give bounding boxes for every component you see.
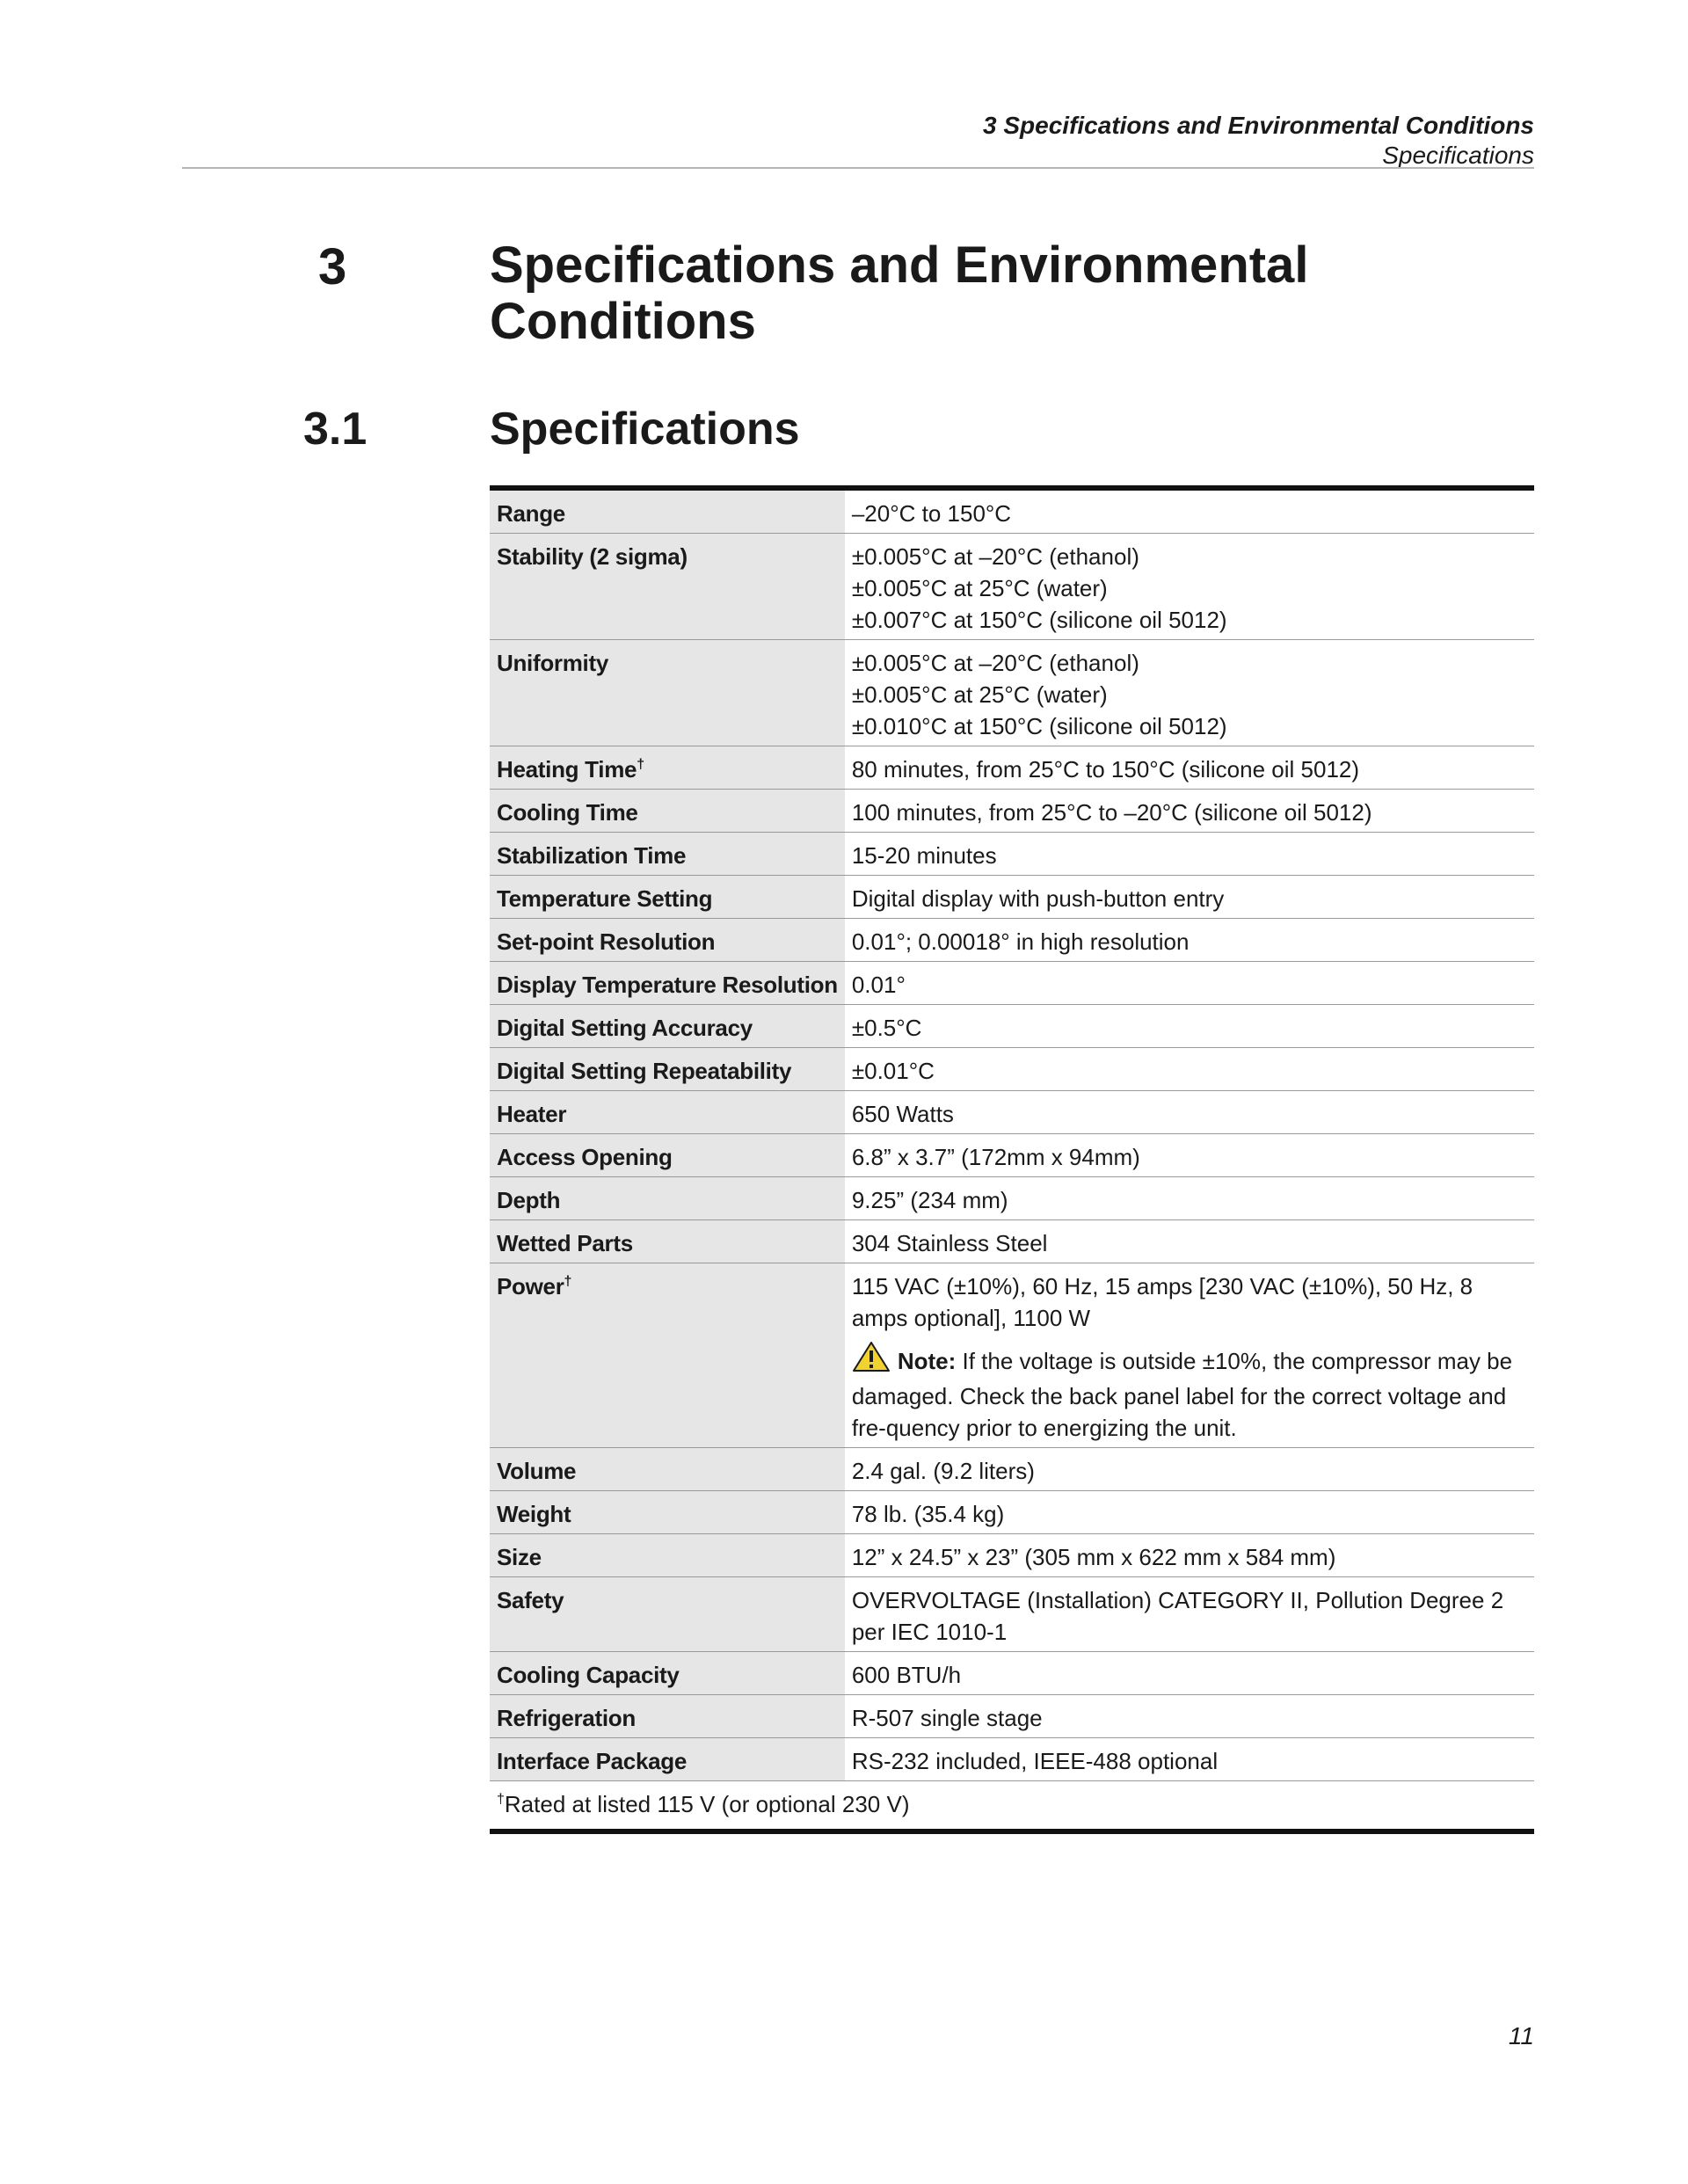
spec-value: 15-20 minutes (851, 842, 997, 869)
spec-label: Digital Setting Repeatability (497, 1058, 792, 1084)
spec-value-cell (845, 1491, 1534, 1534)
spec-value: 6.8” x 3.7” (172mm x 94mm) (851, 1144, 1140, 1170)
spec-label-cell (490, 1220, 845, 1263)
spec-row (490, 534, 1534, 640)
spec-label: Set-point Resolution (497, 928, 716, 955)
spec-value-cell (845, 876, 1534, 919)
spec-value-cell (845, 833, 1534, 876)
spec-label-cell (490, 1048, 845, 1091)
spec-row (490, 1491, 1534, 1534)
spec-label: Cooling Time (497, 799, 638, 826)
spec-value: 650 Watts (851, 1101, 954, 1127)
spec-label: Access Opening (497, 1144, 673, 1170)
spec-label-cell (490, 746, 845, 790)
spec-value-cell (845, 640, 1534, 746)
spec-value-cell (845, 1652, 1534, 1695)
spec-value-cell (845, 1577, 1534, 1652)
spec-value: 304 Stainless Steel (851, 1230, 1048, 1256)
spec-label: Stability (2 sigma) (497, 543, 688, 570)
footnote-dagger: † (497, 1792, 505, 1807)
spec-label: Safety (497, 1587, 564, 1613)
spec-value-cell (845, 919, 1534, 962)
specifications-table-body (490, 488, 1534, 1781)
spec-row (490, 1738, 1534, 1781)
spec-row (490, 1048, 1534, 1091)
page-number: 11 (1508, 2022, 1534, 2049)
running-head-section: Specifications (1382, 142, 1534, 169)
dagger-mark: † (637, 757, 644, 772)
spec-label: Depth (497, 1187, 561, 1213)
spec-value-cell (845, 1177, 1534, 1220)
spec-label-cell (490, 1005, 845, 1048)
spec-value: 2.4 gal. (9.2 liters) (851, 1458, 1035, 1484)
spec-row (490, 919, 1534, 962)
spec-label-cell (490, 1263, 845, 1448)
spec-value-cell (845, 534, 1534, 640)
spec-value: 600 BTU/h (851, 1662, 962, 1688)
spec-row (490, 1220, 1534, 1263)
spec-value: 0.01°; 0.00018° in high resolution (851, 928, 1190, 955)
spec-row (490, 640, 1534, 746)
spec-value: 9.25” (234 mm) (851, 1187, 1008, 1213)
spec-value: R-507 single stage (851, 1705, 1043, 1731)
footnote (490, 1781, 1534, 1832)
spec-row (490, 833, 1534, 876)
spec-label: Stabilization Time (497, 842, 687, 869)
spec-label: Heater (497, 1101, 567, 1127)
dagger-mark: † (564, 1274, 572, 1289)
spec-label: Range (497, 500, 565, 527)
spec-value: ±0.007°C at 150°C (silicone oil 5012) (851, 607, 1227, 633)
spec-value-cell (845, 962, 1534, 1005)
spec-row (490, 1695, 1534, 1738)
spec-value: 115 VAC (±10%), 60 Hz, 15 amps [230 VAC (±10%), 50 Hz, 8 amps optional], 1100 W (851, 1273, 1473, 1331)
spec-row (490, 1091, 1534, 1134)
spec-row (490, 746, 1534, 790)
spec-row (490, 876, 1534, 919)
spec-label-cell (490, 640, 845, 746)
spec-label-cell (490, 1134, 845, 1177)
chapter-title: Specifications and Environmental Conditions (490, 237, 1309, 350)
spec-label-cell (490, 919, 845, 962)
spec-label: Size (497, 1544, 542, 1570)
spec-label-cell (490, 1448, 845, 1491)
spec-value: ±0.005°C at 25°C (water) (851, 681, 1108, 708)
spec-label: Volume (497, 1458, 577, 1484)
spec-value: OVERVOLTAGE (Installation) CATEGORY II, Pollution Degree 2 per IEC 1010-1 (851, 1587, 1504, 1645)
header-rule (182, 167, 1534, 169)
voltage-note (852, 1341, 1527, 1444)
spec-row (490, 1577, 1534, 1652)
spec-value: ±0.005°C at 25°C (water) (851, 575, 1108, 601)
spec-row (490, 1263, 1534, 1448)
spec-value-cell (845, 1534, 1534, 1577)
spec-label-cell (490, 1491, 845, 1534)
spec-value: –20°C to 150°C (851, 500, 1012, 527)
section-number: 3.1 (303, 404, 367, 455)
spec-value: ±0.005°C at –20°C (ethanol) (851, 650, 1139, 676)
spec-value: Digital display with push-button entry (851, 885, 1225, 912)
spec-label-cell (490, 790, 845, 833)
section-title: Specifications (490, 404, 800, 455)
spec-label-cell (490, 1577, 845, 1652)
spec-label: Temperature Setting (497, 885, 713, 912)
spec-row (490, 1448, 1534, 1491)
spec-value-cell (845, 746, 1534, 790)
spec-label-cell (490, 1091, 845, 1134)
spec-label-cell (490, 833, 845, 876)
spec-value-cell (845, 1091, 1534, 1134)
spec-row (490, 1177, 1534, 1220)
spec-label-cell (490, 1652, 845, 1695)
spec-label-cell (490, 488, 845, 534)
warning-triangle-icon (852, 1341, 891, 1380)
spec-label: Weight (497, 1501, 571, 1527)
spec-value: RS-232 included, IEEE-488 optional (851, 1748, 1219, 1774)
spec-row (490, 790, 1534, 833)
running-head (983, 111, 1534, 171)
spec-label-cell (490, 1534, 845, 1577)
footnote-text: Rated at listed 115 V (or optional 230 V) (504, 1791, 910, 1817)
spec-value: 100 minutes, from 25°C to –20°C (silicone oil 5012) (851, 799, 1372, 826)
spec-value: ±0.5°C (851, 1015, 922, 1041)
spec-label: Heating Time (497, 756, 637, 783)
spec-value: 78 lb. (35.4 kg) (851, 1501, 1005, 1527)
running-head-chapter: 3 Specifications and Environmental Conditions (983, 112, 1534, 139)
spec-row (490, 488, 1534, 534)
spec-label-cell (490, 1177, 845, 1220)
spec-row (490, 962, 1534, 1005)
spec-value-cell (845, 1448, 1534, 1491)
spec-value: ±0.01°C (851, 1058, 935, 1084)
note-label: Note: (897, 1348, 957, 1374)
footnote-row (490, 1781, 1534, 1832)
spec-value-cell (845, 1220, 1534, 1263)
spec-label: Cooling Capacity (497, 1662, 680, 1688)
spec-label: Wetted Parts (497, 1230, 633, 1256)
spec-label-cell (490, 1695, 845, 1738)
spec-row (490, 1005, 1534, 1048)
spec-value-cell (845, 1263, 1534, 1448)
spec-value: 12” x 24.5” x 23” (305 mm x 622 mm x 584 mm) (851, 1544, 1336, 1570)
spec-label: Uniformity (497, 650, 609, 676)
spec-value-cell (845, 1134, 1534, 1177)
spec-value: ±0.005°C at –20°C (ethanol) (851, 543, 1139, 570)
spec-value-cell (845, 1005, 1534, 1048)
spec-label: Digital Setting Accuracy (497, 1015, 753, 1041)
spec-value-cell (845, 1738, 1534, 1781)
spec-label: Refrigeration (497, 1705, 636, 1731)
specifications-table (490, 485, 1534, 1834)
spec-value: 0.01° (851, 972, 906, 998)
spec-label: Interface Package (497, 1748, 688, 1774)
spec-row (490, 1134, 1534, 1177)
spec-value-cell (845, 790, 1534, 833)
spec-value: 80 minutes, from 25°C to 150°C (silicone oil 5012) (851, 756, 1360, 783)
spec-label-cell (490, 876, 845, 919)
spec-row (490, 1534, 1534, 1577)
spec-value-cell (845, 1695, 1534, 1738)
spec-row (490, 1652, 1534, 1695)
spec-label: Power (497, 1273, 564, 1299)
chapter-number: 3 (318, 238, 347, 295)
spec-value-cell (845, 1048, 1534, 1091)
spec-value: ±0.010°C at 150°C (silicone oil 5012) (851, 713, 1227, 739)
spec-label: Display Temperature Resolution (497, 972, 838, 998)
spec-value-cell (845, 488, 1534, 534)
spec-label-cell (490, 962, 845, 1005)
note-text: If the voltage is outside ±10%, the compressor may be damaged. Check the back panel label for the correct voltage and fre-quency prior to energizing the unit. (851, 1348, 1513, 1441)
spec-label-cell (490, 534, 845, 640)
spec-label-cell (490, 1738, 845, 1781)
